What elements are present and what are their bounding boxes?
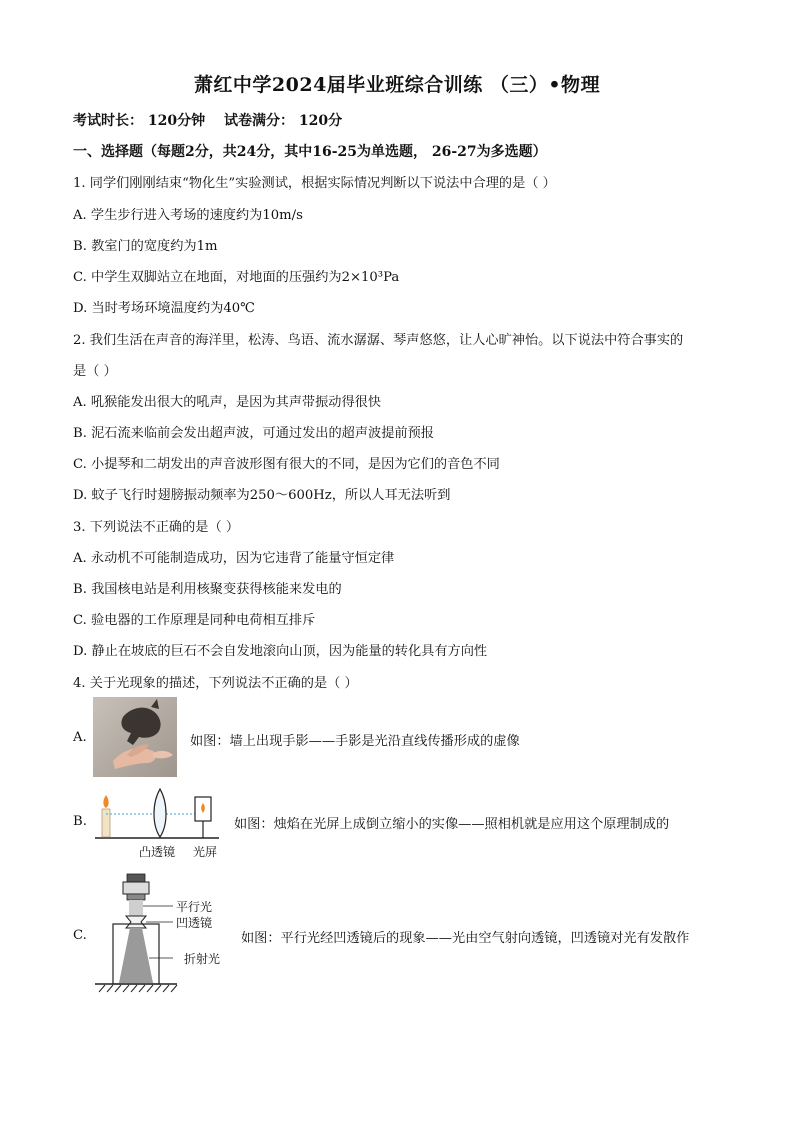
concave-lens-diagram — [93, 872, 179, 996]
parallel-light-label: 平行光 — [176, 900, 213, 914]
screen-label: 光屏 — [193, 845, 218, 859]
question-2-option-b: B. 泥石流来临前会发出超声波，可通过发出的超声波提前预报 — [73, 426, 434, 441]
concave-lens-label: 凹透镜 — [176, 916, 213, 930]
exam-duration: 考试时长： 120分钟 — [73, 113, 206, 129]
section-heading: 一、选择题（每题2分，共24分，其中16-25为单选题， 26-27为多选题） — [73, 144, 547, 160]
question-2-option-a: A. 吼猴能发出很大的吼声，是因为其声带振动得很快 — [73, 395, 382, 410]
convex-lens-label: 凸透镜 — [139, 845, 176, 859]
question-4-option-a-label: A. — [73, 730, 87, 745]
question-3-option-c: C. 验电器的工作原理是同种电荷相互排斥 — [73, 613, 316, 628]
question-4-option-c-label: C. — [73, 928, 87, 943]
question-4-option-a-caption: 如图：墙上出现手影——手影是光沿直线传播形成的虚像 — [190, 734, 520, 749]
question-2-option-d: D. 蚊子飞行时翅膀振动频率为250～600Hz，所以人耳无法听到 — [73, 488, 451, 503]
question-1-stem: 1. 同学们刚刚结束“物化生”实验测试，根据实际情况判断以下说法中合理的是（ ） — [73, 176, 556, 191]
page-title: 萧红中学2024届毕业班综合训练 （三）•物理 — [193, 74, 601, 96]
question-1-option-b: B. 教室门的宽度约为1m — [73, 239, 218, 254]
question-4-stem: 4. 关于光现象的描述，下列说法不正确的是（ ） — [73, 676, 358, 691]
question-3-stem: 3. 下列说法不正确的是（ ） — [73, 520, 240, 535]
question-1-option-c: C. 中学生双脚站立在地面，对地面的压强约为2×10³Pa — [73, 270, 400, 285]
question-3-option-b: B. 我国核电站是利用核聚变获得核能来发电的 — [73, 582, 342, 597]
question-1-option-d: D. 当时考场环境温度约为40℃ — [73, 301, 255, 316]
question-2-option-c: C. 小提琴和二胡发出的声音波形图有很大的不同，是因为它们的音色不同 — [73, 457, 500, 472]
question-1-option-a: A. 学生步行进入考场的速度约为10m/s — [73, 208, 303, 223]
question-2-stem-cont: 是（ ） — [73, 364, 117, 379]
question-3-option-d: D. 静止在坡底的巨石不会自发地滚向山顶，因为能量的转化具有方向性 — [73, 644, 488, 659]
lens-imaging-diagram — [93, 785, 223, 841]
refracted-light-label: 折射光 — [184, 952, 221, 966]
question-2-stem: 2. 我们生活在声音的海洋里，松涛、鸟语、流水潺潺、琴声悠悠，让人心旷神怡。以下说法中符合事实的 — [73, 333, 684, 348]
question-3-option-a: A. 永动机不可能制造成功，因为它违背了能量守恒定律 — [73, 551, 395, 566]
question-4-option-b-label: B. — [73, 814, 87, 829]
question-4-option-c-caption: 如图：平行光经凹透镜后的现象——光由空气射向透镜，凹透镜对光有发散作 — [241, 931, 690, 946]
hand-shadow-photo — [93, 697, 177, 777]
exam-meta — [73, 110, 356, 130]
question-4-option-b-caption: 如图：烛焰在光屏上成倒立缩小的实像——照相机就是应用这个原理制成的 — [234, 817, 670, 832]
exam-full-score: 试卷满分： 120分 — [223, 113, 343, 129]
